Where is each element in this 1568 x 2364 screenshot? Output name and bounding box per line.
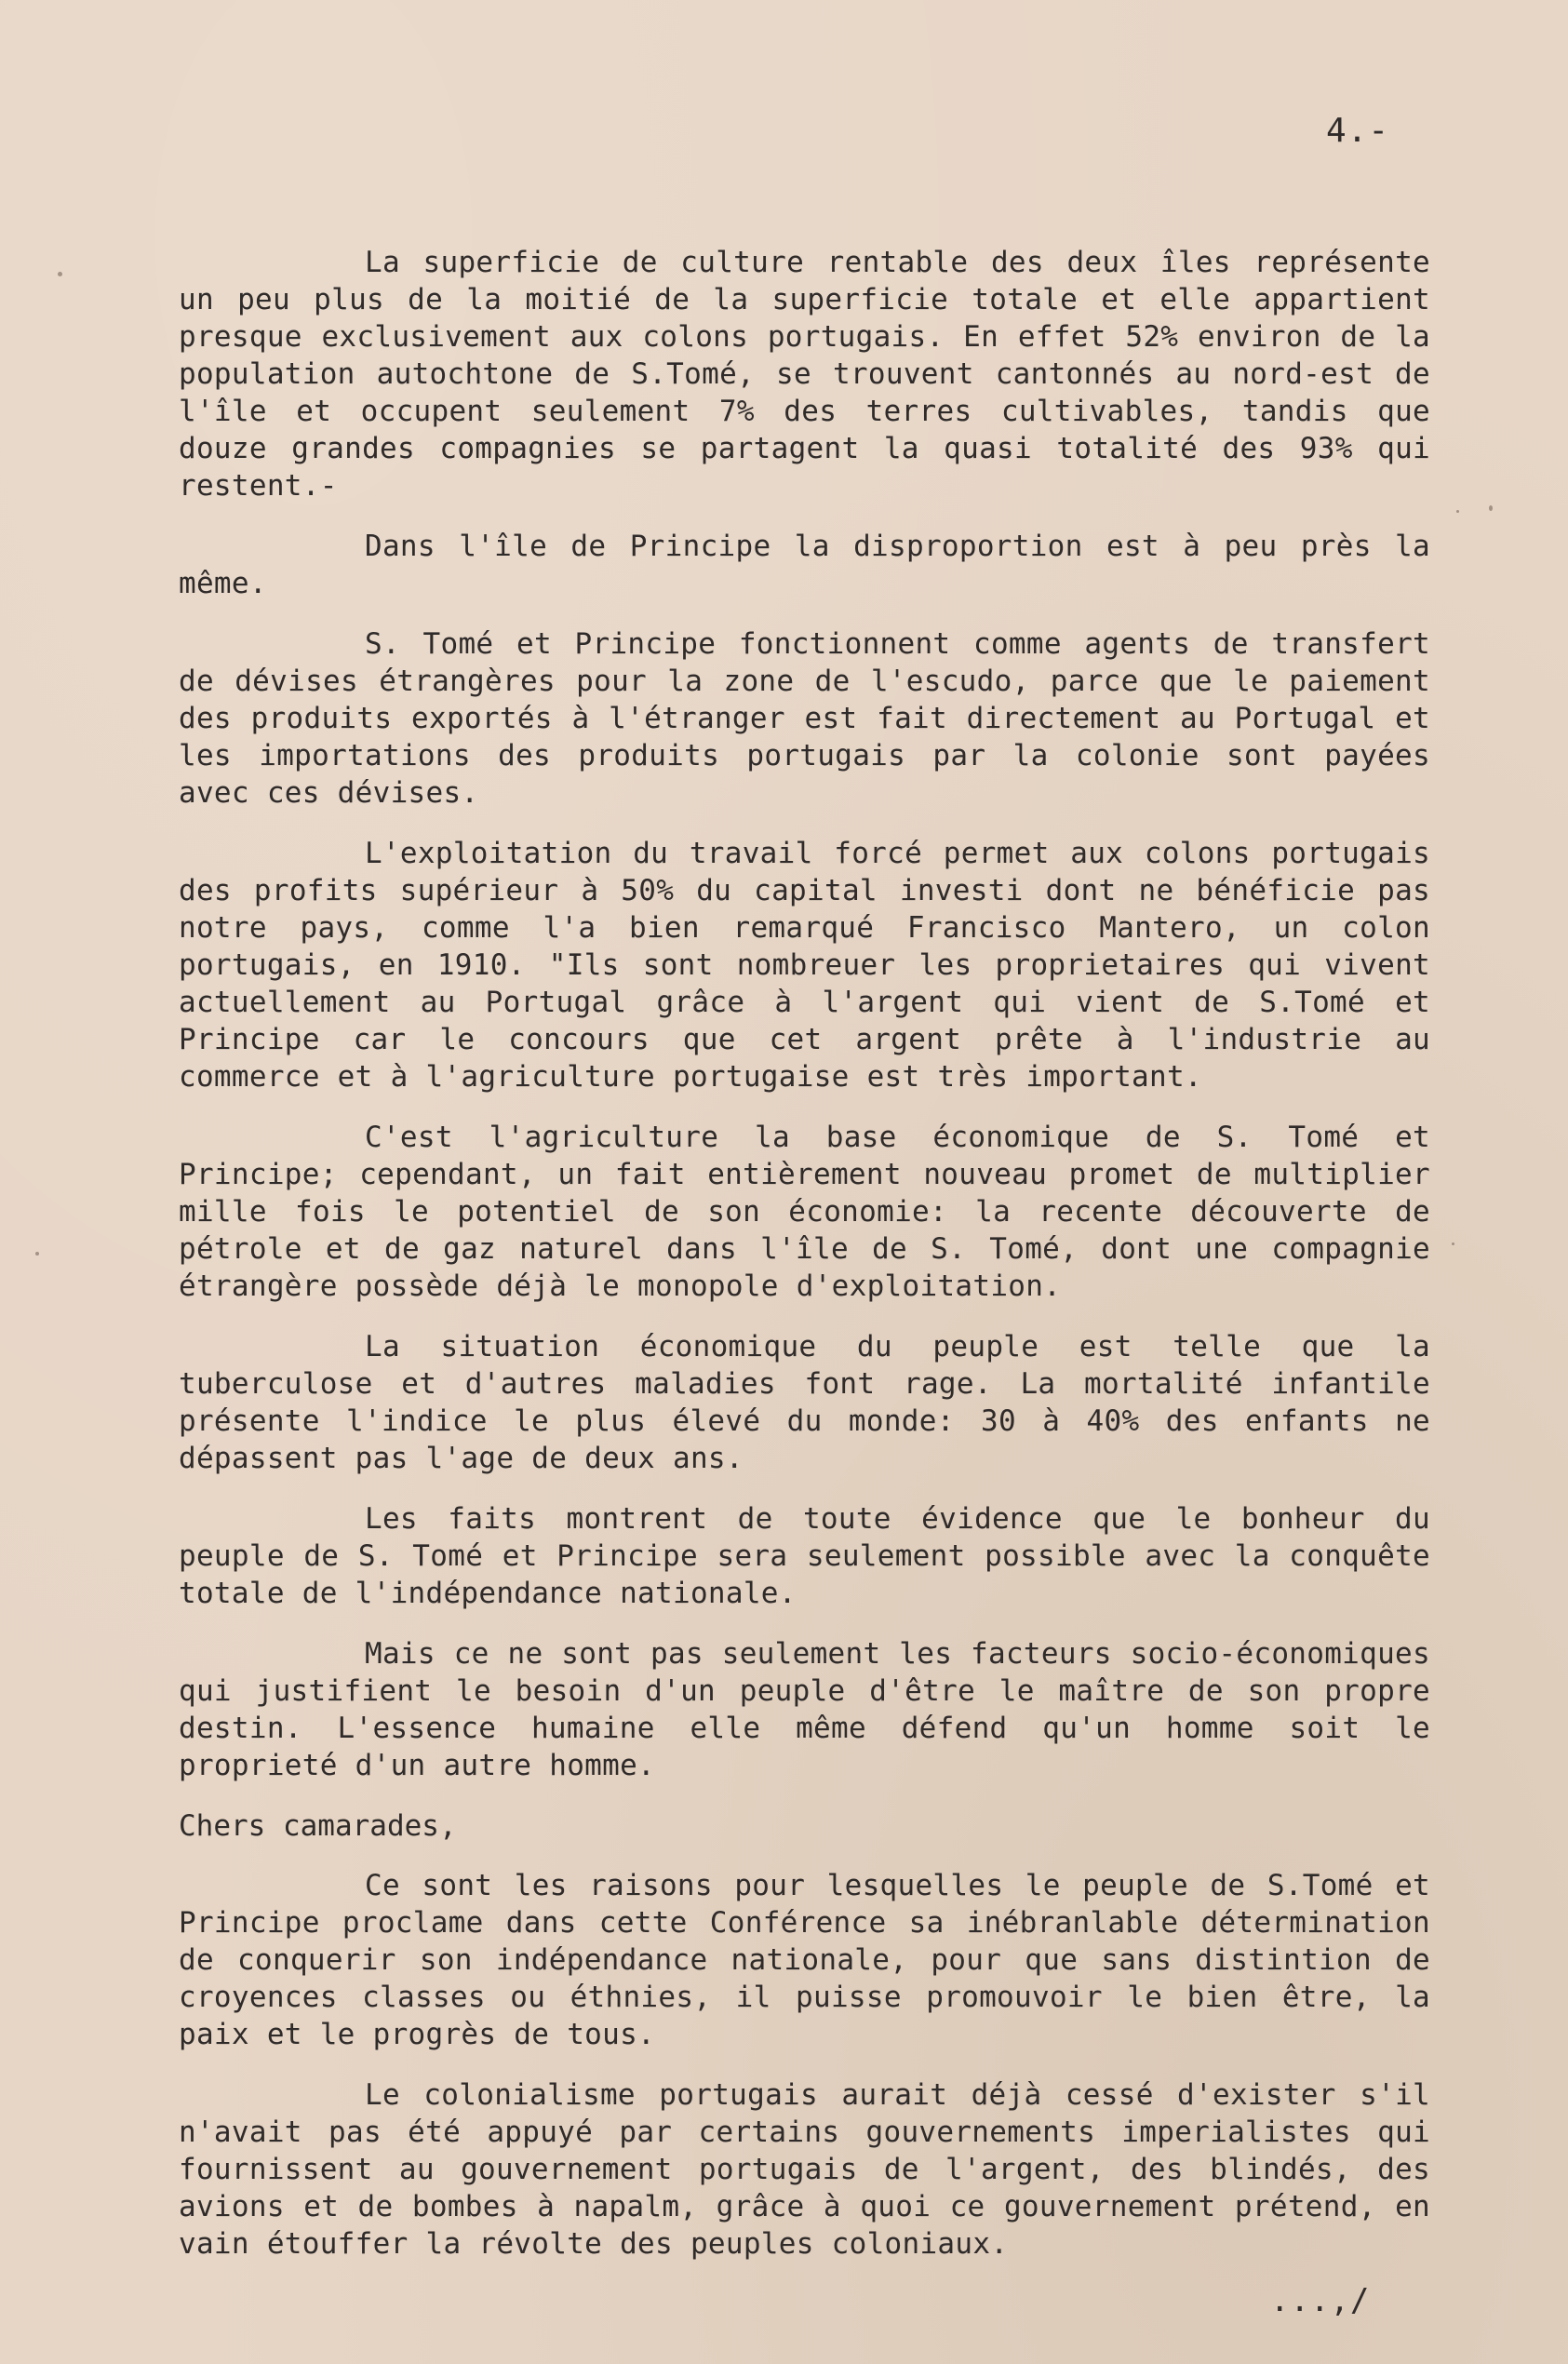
paper-speck	[58, 272, 62, 276]
paragraph-raisons: Ce sont les raisons pour lesquelles le peuple de S.Tomé et Principe proclame dans cette Conférence sa inébranlable détermination de conquerir son indépendance nationale, pour que sans distintion de croyences classes ou éthnies, il puisse promouvoir le bien être, la paix et le progrès de tous.	[179, 1869, 1430, 2051]
paragraph-situation: La situation économique du peuple est telle que la tuberculose et d'autres maladies font rage. La mortalité infantile présente l'indice le plus élevé du monde: 30 à 40% des enfants ne dépassent pas l'age de deux ans.	[179, 1330, 1430, 1475]
salutation: Chers camarades,	[179, 1809, 457, 1843]
paragraph-devises: S. Tomé et Principe fonctionnent comme agents de transfert de dévises étrangères pour la zone de l'escudo, parce que le paiement des produits exportés à l'étranger est fait directement au Portugal et les importations des produits portugais par la colonie sont payées avec ces dévises.	[179, 627, 1430, 810]
paragraph-faits: Les faits montrent de toute évidence que le bonheur du peuple de S. Tomé et Principe sera seulement possible avec la conquête totale de l'indépendance nationale.	[179, 1502, 1430, 1610]
continuation-mark: ...,/	[1270, 2282, 1371, 2319]
paragraph-travail-force: L'exploitation du travail forcé permet aux colons portugais des profits supérieur à 50% du capital investi dont ne bénéficie pas notre pays, comme l'a bien remarqué Francisco Mantero, un colon portugais, en 1910. "Ils sont nombreuer les proprietaires qui vivent actuellement au Portugal grâce à l'argent qui vient de S.Tomé et Principe car le concours que cet argent prête à l'industrie au commerce et à l'agriculture portugaise est très important.	[179, 837, 1430, 1094]
paper-speck	[1452, 1242, 1454, 1245]
paragraph-superficie: La superficie de culture rentable des deux îles représente un peu plus de la moitié de la superficie totale et elle appartient presque exclusivement aux colons portugais. En effet 52% environ de la population autochtone de S.Tomé, se trouvent cantonnés au nord-est de l'île et occupent seulement 7% des terres cultivables, tandis que douze grandes compagnies se partagent la quasi totalité des 93% qui restent.-	[179, 246, 1430, 503]
paper-speck	[35, 1252, 39, 1256]
paragraph-principe: Dans l'île de Principe la disproportion est à peu près la même.	[179, 530, 1430, 600]
paper-speck	[1456, 510, 1459, 513]
paragraph-essence: Mais ce ne sont pas seulement les facteurs socio-économiques qui justifient le besoin d'un peuple d'être le maître de son propre destin. L'essence humaine elle même défend qu'un homme soit le proprieté d'un autre homme.	[179, 1637, 1430, 1782]
document-body	[179, 244, 1430, 2286]
paper-speck	[1489, 505, 1493, 511]
page-number: 4.-	[1326, 112, 1390, 150]
paragraph-agriculture: C'est l'agriculture la base économique de S. Tomé et Principe; cependant, un fait entièrement nouveau promet de multiplier mille fois le potentiel de son économie: la recente découverte de pétrole et de gaz naturel dans l'île de S. Tomé, dont une compagnie étrangère possède déjà le monopole d'exploitation.	[179, 1121, 1430, 1303]
paragraph-colonialisme: Le colonialisme portugais aurait déjà cessé d'exister s'il n'avait pas été appuyé par certains gouvernements imperialistes qui fournissent au gouvernement portugais de l'argent, des blindés, des avions et de bombes à napalm, grâce à quoi ce gouvernement prétend, en vain étouffer la révolte des peuples coloniaux.	[179, 2078, 1430, 2261]
